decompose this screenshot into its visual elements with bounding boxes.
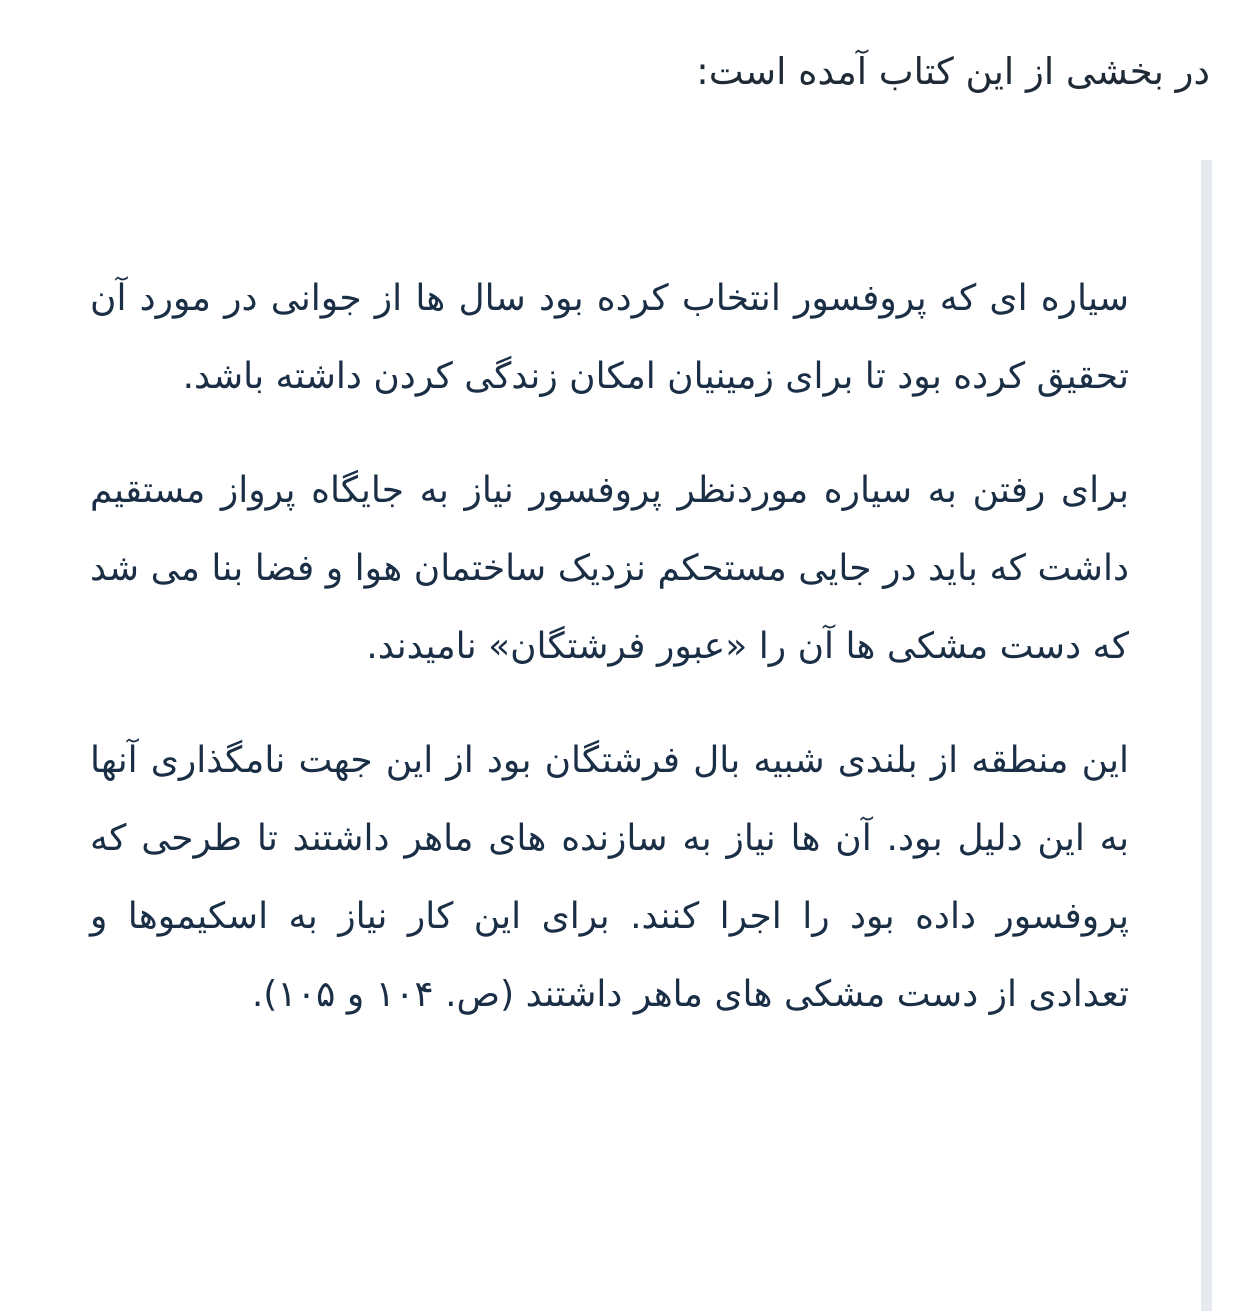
blockquote-body	[90, 260, 1129, 1070]
intro-text: در بخشی از این کتاب آمده است:	[696, 50, 1210, 93]
excerpt-paragraph-3: این منطقه از بلندی شبیه بال فرشتگان بود از این جهت نامگذاری آنها به این دلیل بود. آن ها نیاز به سازنده های ماهر داشتند تا طرحی که پروفسور داده بود را اجرا کنند. برای این کار نیاز به اسکیموها و تعدادی از دست مشکی های ماهر داشتند (ص. ۱۰۴ و ۱۰۵).	[90, 740, 1129, 1015]
book-excerpt-blockquote	[0, 160, 1212, 1311]
excerpt-paragraph-1: سیاره ای که پروفسور انتخاب کرده بود سال ها از جوانی در مورد آن تحقیق کرده بود تا برای زمینیان امکان زندگی کردن داشته باشد.	[90, 278, 1129, 397]
excerpt-paragraph-2: برای رفتن به سیاره موردنظر پروفسور نیاز به جایگاه پرواز مستقیم داشت که باید در جایی مستحکم نزدیک ساختمان هوا و فضا بنا می شد که دست مشکی ها آن را «عبور فرشتگان» نامیدند.	[90, 470, 1129, 667]
